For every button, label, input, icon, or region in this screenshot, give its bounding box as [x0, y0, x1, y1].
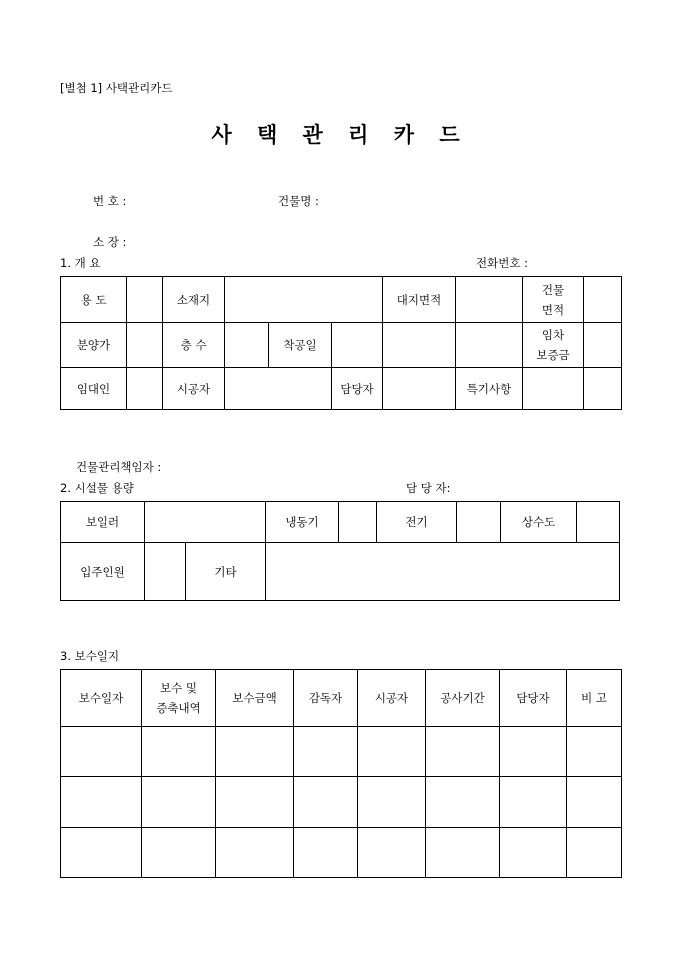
address-label: 소 장 :	[93, 235, 127, 249]
building-area-value[interactable]	[584, 277, 622, 323]
facility-row-2	[61, 543, 620, 601]
repair-cell[interactable]	[61, 727, 142, 777]
table-row	[61, 828, 622, 878]
overview-blank-2[interactable]	[456, 323, 523, 368]
repair-cell[interactable]	[61, 777, 142, 828]
table-row	[61, 777, 622, 828]
facility-row-1	[61, 502, 620, 543]
land-area-value[interactable]	[456, 277, 523, 323]
repair-log-header-row	[61, 670, 622, 727]
repair-cell[interactable]	[426, 727, 500, 777]
repair-cost-header: 보수금액	[216, 670, 294, 727]
repair-log-table	[60, 669, 622, 878]
overview-table	[60, 276, 622, 410]
contractor-header: 시공자	[358, 670, 426, 727]
contractor-value[interactable]	[225, 368, 332, 410]
repair-cell[interactable]	[500, 828, 567, 878]
remarks-header: 비 고	[567, 670, 622, 727]
overview-blank-3[interactable]	[584, 368, 622, 410]
repair-cell[interactable]	[61, 828, 142, 878]
page-title: 사 택 관 리 카 드	[211, 122, 469, 147]
repair-cell[interactable]	[500, 777, 567, 828]
overview-row-3	[61, 368, 622, 410]
repair-cell[interactable]	[142, 828, 216, 878]
land-area-label: 대지면적	[383, 277, 456, 323]
start-date-value[interactable]	[332, 323, 383, 368]
repair-cell[interactable]	[426, 777, 500, 828]
supervisor-header: 감독자	[294, 670, 358, 727]
repair-cell[interactable]	[142, 727, 216, 777]
start-date-label: 착공일	[269, 323, 332, 368]
electricity-value[interactable]	[457, 502, 501, 543]
contractor-label: 시공자	[163, 368, 225, 410]
refrigerator-value[interactable]	[339, 502, 377, 543]
electricity-label: 전기	[377, 502, 457, 543]
special-notes-value[interactable]	[523, 368, 584, 410]
repair-cell[interactable]	[358, 828, 426, 878]
phone-label: 전화번호 :	[476, 256, 528, 270]
repair-cell[interactable]	[142, 777, 216, 828]
lessor-label: 임대인	[61, 368, 127, 410]
number-label: 번 호 :	[93, 194, 127, 208]
facility-capacity-table	[60, 501, 620, 601]
repair-cell[interactable]	[358, 777, 426, 828]
lease-deposit-value[interactable]	[584, 323, 622, 368]
repair-date-header: 보수일자	[61, 670, 142, 727]
section3-heading: 3. 보수일지	[60, 649, 120, 663]
repair-cell[interactable]	[567, 828, 622, 878]
occupants-label: 입주인원	[61, 543, 145, 601]
staff-label: 담 당 자:	[406, 481, 451, 495]
floors-value[interactable]	[225, 323, 269, 368]
overview-blank-1[interactable]	[383, 323, 456, 368]
repair-cell[interactable]	[216, 777, 294, 828]
repair-cell[interactable]	[216, 727, 294, 777]
repair-cell[interactable]	[567, 727, 622, 777]
use-value[interactable]	[127, 277, 163, 323]
person-in-charge-label: 담당자	[332, 368, 383, 410]
section2-heading: 2. 시설물 용량	[60, 481, 134, 495]
building-name-label: 건물명 :	[278, 194, 319, 208]
sale-price-value[interactable]	[127, 323, 163, 368]
repair-cell[interactable]	[426, 828, 500, 878]
person-in-charge-value[interactable]	[383, 368, 456, 410]
sale-price-label: 분양가	[61, 323, 127, 368]
water-supply-label: 상수도	[501, 502, 577, 543]
use-label: 용 도	[61, 277, 127, 323]
boiler-value[interactable]	[145, 502, 266, 543]
other-label: 기타	[186, 543, 266, 601]
attachment-label: [별첨 1] 사택관리카드	[60, 81, 173, 95]
location-value[interactable]	[225, 277, 383, 323]
repair-cell[interactable]	[294, 777, 358, 828]
repair-cell[interactable]	[294, 828, 358, 878]
special-notes-label: 특기사항	[456, 368, 523, 410]
section1-heading: 1. 개 요	[60, 256, 101, 270]
refrigerator-label: 냉동기	[266, 502, 339, 543]
occupants-value[interactable]	[145, 543, 186, 601]
water-supply-value[interactable]	[577, 502, 620, 543]
location-label: 소재지	[163, 277, 225, 323]
other-value[interactable]	[266, 543, 620, 601]
repair-cell[interactable]	[216, 828, 294, 878]
lessor-value[interactable]	[127, 368, 163, 410]
overview-row-2	[61, 323, 622, 368]
table-row	[61, 727, 622, 777]
repair-cell[interactable]	[500, 727, 567, 777]
overview-row-1	[61, 277, 622, 323]
building-manager-label: 건물관리책임자 :	[76, 460, 162, 474]
building-area-label: 건물 면적	[523, 277, 584, 323]
repair-cell[interactable]	[294, 727, 358, 777]
repair-details-header: 보수 및 증축내역	[142, 670, 216, 727]
boiler-label: 보일러	[61, 502, 145, 543]
person-in-charge-header: 담당자	[500, 670, 567, 727]
construction-period-header: 공사기간	[426, 670, 500, 727]
lease-deposit-label: 임차 보증금	[523, 323, 584, 368]
repair-cell[interactable]	[567, 777, 622, 828]
repair-cell[interactable]	[358, 727, 426, 777]
floors-label: 층 수	[163, 323, 225, 368]
